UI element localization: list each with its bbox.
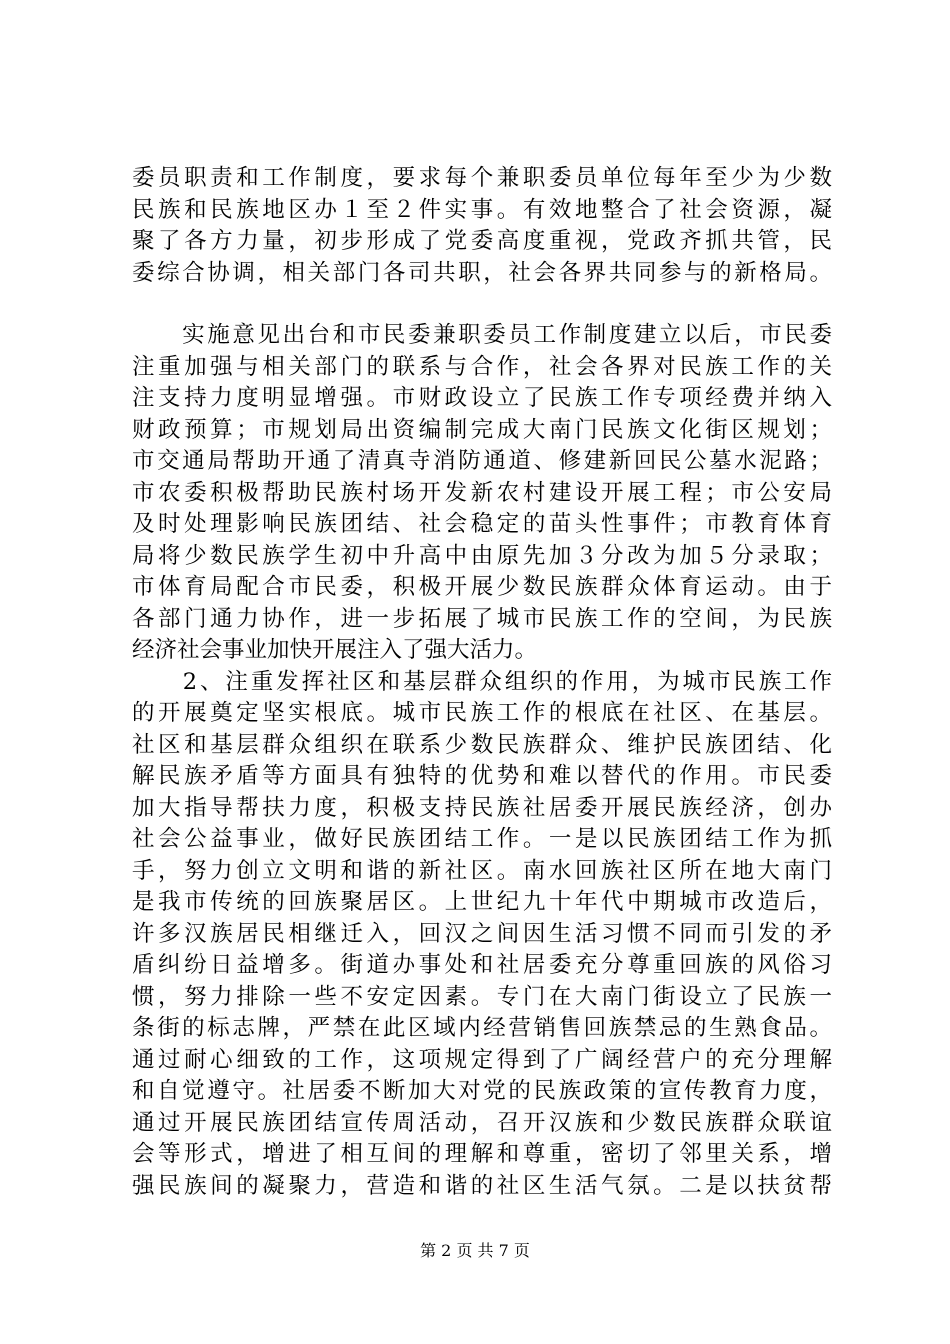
paragraph-2 xyxy=(132,320,832,667)
body-text xyxy=(132,163,832,1202)
text-line: 注重加强与相关部门的联系与合作，社会各界对民族工作的关 xyxy=(132,353,832,380)
text-line: 注支持力度明显增强。市财政设立了民族工作专项经费并纳入 xyxy=(132,385,832,411)
text-line: 条街的标志牌，严禁在此区域内经营销售回族禁忌的生熟食品。 xyxy=(132,1015,832,1041)
text-line: 民族和民族地区办１至２件实事。有效地整合了社会资源，凝 xyxy=(132,196,832,223)
paragraph-1 xyxy=(132,163,832,289)
text-line: 2、注重发挥社区和基层群众组织的作用，为城市民族工作 xyxy=(132,668,832,695)
text-line: 强民族间的凝聚力，营造和谐的社区生活气氛。二是以扶贫帮 xyxy=(132,1172,832,1199)
text-line: 聚了各方力量，初步形成了党委高度重视，党政齐抓共管，民 xyxy=(132,228,832,254)
text-line: 委员职责和工作制度，要求每个兼职委员单位每年至少为少数 xyxy=(132,165,832,191)
text-line: 市农委积极帮助民族村场开发新农村建设开展工程；市公安局 xyxy=(132,479,832,506)
text-line: 加大指导帮扶力度，积极支持民族社居委开展民族经济，创办 xyxy=(132,794,832,821)
text-line: 社会公益事业，做好民族团结工作。一是以民族团结工作为抓 xyxy=(132,826,832,852)
text-line: 通过耐心细致的工作，这项规定得到了广阔经营户的充分理解 xyxy=(132,1046,832,1073)
text-line: 财政预算；市规划局出资编制完成大南门民族文化街区规划； xyxy=(132,416,832,443)
text-line: 许多汉族居民相继迁入，回汉之间因生活习惯不同而引发的矛 xyxy=(132,920,832,947)
text-line: 的开展奠定坚实根底。城市民族工作的根底在社区、在基层。 xyxy=(132,700,832,726)
text-line: 实施意见出台和市民委兼职委员工作制度建立以后，市民委 xyxy=(132,322,832,348)
text-line: 通过开展民族团结宣传周活动，召开汉族和少数民族群众联谊 xyxy=(132,1109,832,1136)
paragraph-3 xyxy=(132,667,832,1203)
text-line: 市交通局帮助开通了清真寺消防通道、修建新回民公墓水泥路； xyxy=(132,448,832,474)
text-line: 经济社会事业加快开展注入了强大活力。 xyxy=(132,637,538,663)
text-line: 社区和基层群众组织在联系少数民族群众、维护民族团结、化 xyxy=(132,731,832,758)
text-line: 及时处理影响民族团结、社会稳定的苗头性事件；市教育体育 xyxy=(132,511,832,537)
text-line: 盾纠纷日益增多。街道办事处和社居委充分尊重回族的风俗习 xyxy=(132,952,832,978)
text-line: 手，努力创立文明和谐的新社区。南水回族社区所在地大南门 xyxy=(132,857,832,884)
text-line: 局将少数民族学生初中升高中由原先加３分改为加５分录取； xyxy=(132,542,832,569)
text-line: 市体育局配合市民委，积极开展少数民族群众体育运动。由于 xyxy=(132,574,832,600)
text-line: 委综合协调，相关部门各司共职，社会各界共同参与的新格局。 xyxy=(132,259,832,286)
text-line: 解民族矛盾等方面具有独特的优势和难以替代的作用。市民委 xyxy=(132,763,832,789)
text-line: 和自觉遵守。社居委不断加大对党的民族政策的宣传教育力度， xyxy=(132,1078,832,1104)
text-line: 会等形式，增进了相互间的理解和尊重，密切了邻里关系，增 xyxy=(132,1141,832,1167)
text-line: 是我市传统的回族聚居区。上世纪九十年代中期城市改造后， xyxy=(132,889,832,915)
text-line: 惯，努力排除一些不安定因素。专门在大南门街设立了民族一 xyxy=(132,983,832,1010)
paragraph-gap xyxy=(132,289,832,320)
text-line: 各部门通力协作，进一步拓展了城市民族工作的空间，为民族 xyxy=(132,605,832,632)
page-number-footer: 第 2 页 共 7 页 xyxy=(420,1241,530,1260)
